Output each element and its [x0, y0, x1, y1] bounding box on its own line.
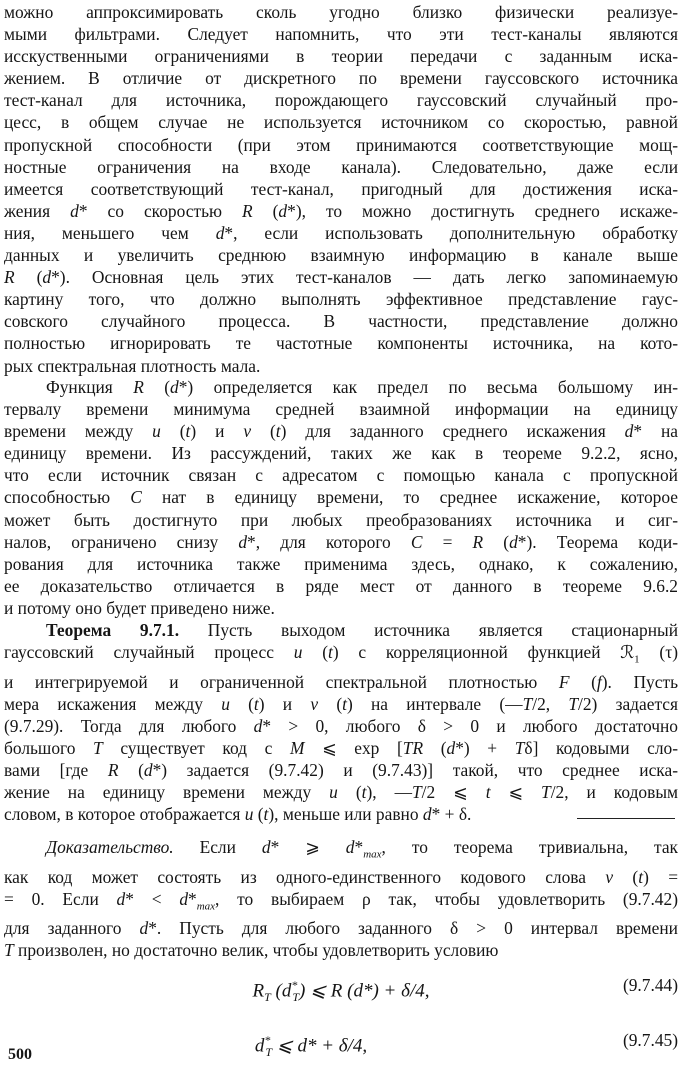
- p2-line: что если источник связан с адресатом с помощью канала с пропускной: [4, 465, 678, 486]
- p1-line: имеется соответствующий тест-канал, пригодный для достижения иска-: [4, 178, 678, 199]
- p1-line: исскуственными ограничениями в теории передачи с заданным иска-: [4, 46, 678, 67]
- equation-expression: $d^*_T$ ⩽ d* + δ/4,: [254, 1033, 368, 1060]
- p2-line: налов, ограничено снизу d*, для которого C = R (d*). Теорема коди-: [4, 531, 678, 552]
- theorem-line: мера искажения между u (t) и v (t) на интервале (—T/2, T/2) задается: [4, 693, 678, 714]
- paragraph-1: [4, 1, 678, 377]
- p1-line: тест-канал для источника, порождающего гауссовский случайный про-: [4, 90, 678, 111]
- proof-line: как код может состоять из одного-единственного кодового слова v (t) =: [4, 866, 679, 887]
- p2-line: может быть достигнуто при любых преобразованиях источника и сиг-: [4, 509, 678, 530]
- p1-line: мыми фильтрами. Следует напомнить, что эти тест-каналы являются: [4, 24, 678, 45]
- p2-line: Функция R (d*) определяется как предел по весьма большому ин-: [46, 377, 679, 397]
- p1-line: пропускной способности (при этом принимаются соответствующие мощ-: [4, 134, 678, 155]
- separator-rule: [577, 818, 675, 819]
- theorem-line: (9.7.29). Тогда для любого d* > 0, любого δ > 0 и любого достаточно: [4, 715, 678, 736]
- theorem-label: Теорема 9.7.1.: [46, 620, 180, 640]
- theorem-line: вами [где R (d*) задается (9.7.42) и (9.7.43)] такой, что среднее иска-: [4, 760, 678, 781]
- page-number: 500: [8, 1046, 32, 1063]
- theorem-line: и интегрируемой и ограниченной спектральной плотностью F (f). Пусть: [4, 671, 678, 692]
- theorem-line: большого T существует код с M ⩽ exp [TR (d*) + Tδ] кодовыми сло-: [4, 737, 679, 758]
- p1-line: полностью игнорировать те частотные компоненты источника, на кото-: [4, 333, 678, 354]
- proof-line: = 0. Если $d* < d*_{max}$, то выбираем ρ так, чтобы удовлетворить (9.7.42): [4, 888, 678, 913]
- p2-line: тервалу времени минимума средней взаимной информации на единицу: [4, 399, 678, 420]
- theorem-line: жение на единицу времени между u (t), —T/2 ⩽ t ⩽ T/2, и кодовым: [4, 782, 679, 803]
- p1-line: совского случайного процесса. В частности, представление должно: [4, 311, 678, 332]
- p1-line: картину того, что должно выполнять эффективное представление гаус-: [4, 289, 678, 310]
- proof-line: для заданного d*. Пусть для любого заданного δ > 0 интервал времени: [4, 918, 678, 939]
- p1-line: жения d* со скоростью R (d*), то можно достигнуть среднего искаже-: [4, 200, 678, 221]
- theorem-line: словом, в которое отображается u (t), меньше или равно d* + δ.: [4, 804, 472, 825]
- p1-line: рых спектральная плотность мала.: [4, 355, 261, 376]
- p2-line: единицу времени. Из рассуждений, таких же как в теореме 9.2.2, ясно,: [4, 443, 678, 464]
- proof-line: T произволен, но достаточно велик, чтобы удовлетворить условию: [4, 940, 499, 961]
- p2-line: времени между u (t) и v (t) для заданного среднего искажения d* на: [4, 421, 679, 442]
- proof-label: Доказательство.: [46, 837, 174, 857]
- p1-line: жением. В отличие от дискретного по времени гауссовского источника: [4, 68, 678, 89]
- p1-line: можно аппроксимировать сколь угодно близко физически реализуе-: [4, 2, 678, 22]
- p1-line: ностные ограничения на входе канала). Следовательно, даже если: [4, 156, 678, 177]
- theorem-block: [4, 619, 678, 825]
- equation-number: (9.7.45): [622, 1030, 678, 1050]
- p1-line: R (d*). Основная цель этих тест-каналов — дать легко запоминаемую: [4, 267, 678, 288]
- p1-line: цесс, в общем случае не используется источником со скоростью, равной: [4, 112, 678, 133]
- theorem-line: Теорема 9.7.1. Пусть выходом источника является стационарный: [46, 620, 678, 640]
- p1-line: ния, меньшего чем d*, если использовать дополнительную обработку: [4, 222, 678, 243]
- p2-line: рования для источника также применима здесь, однако, к сожалению,: [4, 553, 678, 574]
- p2-line: и потому оно будет приведено ниже.: [4, 597, 275, 618]
- equation-9-7-45: [4, 1025, 678, 1060]
- p2-line: ее доказательство отличается в ряде мест от данного в теореме 9.6.2: [4, 575, 678, 596]
- equation-expression: $R_T$ $(d^*_T)$ ⩽ R (d*) + δ/4,: [252, 978, 430, 1005]
- proof-line: Доказательство. Если d* ⩾ $d*_{max}$, то теорема тривиальна, так: [46, 837, 678, 861]
- theorem-line: гауссовский случайный процесс u (t) с корреляционной функцией ℛ$_1$ (τ): [4, 642, 679, 666]
- proof-block: [4, 836, 678, 961]
- paragraph-2: [4, 376, 678, 619]
- equation-number: (9.7.44): [622, 975, 678, 995]
- equation-9-7-44: [4, 970, 678, 1005]
- p1-line: данных и увеличить среднюю взаимную информацию в канале выше: [4, 245, 678, 266]
- p2-line: способностью C нат в единицу времени, то среднее искажение, которое: [4, 487, 678, 508]
